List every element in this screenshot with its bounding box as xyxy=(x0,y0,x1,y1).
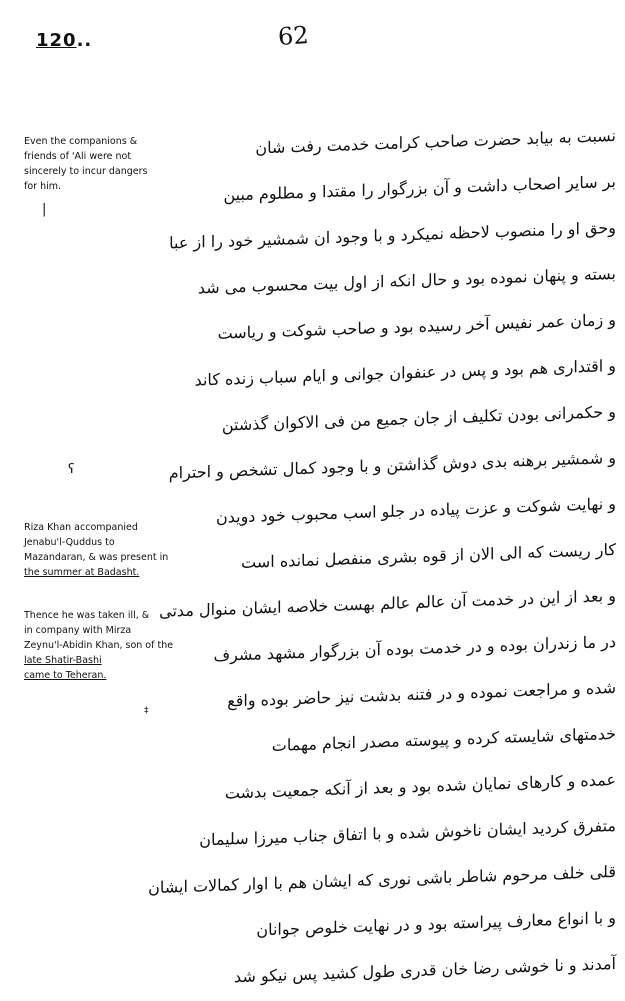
margin-hook-mark: ʕ xyxy=(68,462,75,477)
text-line: بسته و پنهان نموده بود و حال انکه از اول بیت محسوب می شد xyxy=(197,263,616,298)
note-line: for him. xyxy=(24,181,62,192)
note-line: Riza Khan accompanied xyxy=(24,522,138,533)
margin-dot-mark: ‡ xyxy=(144,706,149,716)
text-line: در ما زندران بوده و در خدمت بوده آن بزرگوار مشهد مشرف xyxy=(213,631,616,666)
text-line: و بعد از این در خدمت آن عالم عالم بهست خلاصه ایشان منوال مدتی xyxy=(159,585,616,621)
note-line: friends of 'Ali were not xyxy=(24,151,132,162)
text-line: بر سایر اصحاب داشت و آن بزرگوار را مقتدا و مطلوم مبین xyxy=(223,171,616,205)
text-line: شده و مراجعت نموده و در فتنه بدشت نیز حاضر بوده واقع xyxy=(227,677,616,711)
note-line: Zeynu'l-Abidin Khan, son of the xyxy=(24,640,174,651)
note-line: Thence he was taken ill, & xyxy=(24,610,150,621)
folio-number: 120.. xyxy=(36,30,93,51)
text-line: و شمشیر برهنه بدی دوش گذاشتن و با وجود کمال تشخص و احترام xyxy=(168,447,616,483)
text-line: آمدند و نا خوشی رضا خان قدری طول کشید پس نیکو شد xyxy=(234,953,616,987)
text-line: وحق او را منصوب لاحظه نمیکرد و با وجود ان شمشیر خود را از عبا xyxy=(169,217,616,253)
note-line: in company with Mirza xyxy=(24,625,132,636)
text-line: و اقتداری هم بود و پس در عنفوان جوانی و ایام سباب زنده کاند xyxy=(194,355,616,390)
text-line: و نهایت شوکت و عزت پیاده در جلو اسب محبوب خود دویدن xyxy=(215,493,616,527)
note-line: the summer at Badasht. xyxy=(24,567,140,578)
note-line: came to Teheran. xyxy=(24,670,107,681)
text-line: عمده و کارهای نمایان شده بود و بعد از آنکه جمعیت بدشت xyxy=(224,769,616,803)
note-line: Jenabu'l-Quddus to xyxy=(24,537,115,548)
note-line: Mazandaran, & was present in xyxy=(24,552,169,563)
text-line: کار ریست که الی الان از قوه بشری منفصل نمانده است xyxy=(241,539,616,573)
page-number: 62 xyxy=(277,20,310,52)
margin-tick-mark: | xyxy=(42,202,47,217)
note-line: sincerely to incur dangers xyxy=(24,166,148,177)
text-line: و با انواع معارف پیراسته بود و در نهایت خلوص جوانان xyxy=(256,907,616,940)
text-line: و زمان عمر نفیس آخر رسیده بود و صاحب شوکت و ریاست xyxy=(217,309,616,343)
text-line: متفرق کردید ایشان ناخوش شده و با اتفاق جناب میرزا سلیمان xyxy=(199,815,616,850)
note-line: Even the companions & xyxy=(24,136,138,147)
main-text-block xyxy=(148,120,616,994)
text-line: و حکمرانی بودن تکلیف از جان جمیع من فی الاکوان گذشتن xyxy=(221,401,616,435)
margin-note-riza-khan xyxy=(24,520,214,580)
text-line: نسبت به بیابد حضرت صاحب کرامت خدمت رفت شان xyxy=(255,125,616,158)
note-line: late Shatir-Bashi xyxy=(24,655,102,666)
margin-note-companions xyxy=(24,134,202,194)
text-line: خدمتهای شایسته کرده و پیوسته مصدر انجام مهمات xyxy=(271,723,616,755)
text-line: قلی خلف مرحوم شاطر باشی نوری که ایشان هم با اوار کمالات ایشان xyxy=(148,861,616,898)
